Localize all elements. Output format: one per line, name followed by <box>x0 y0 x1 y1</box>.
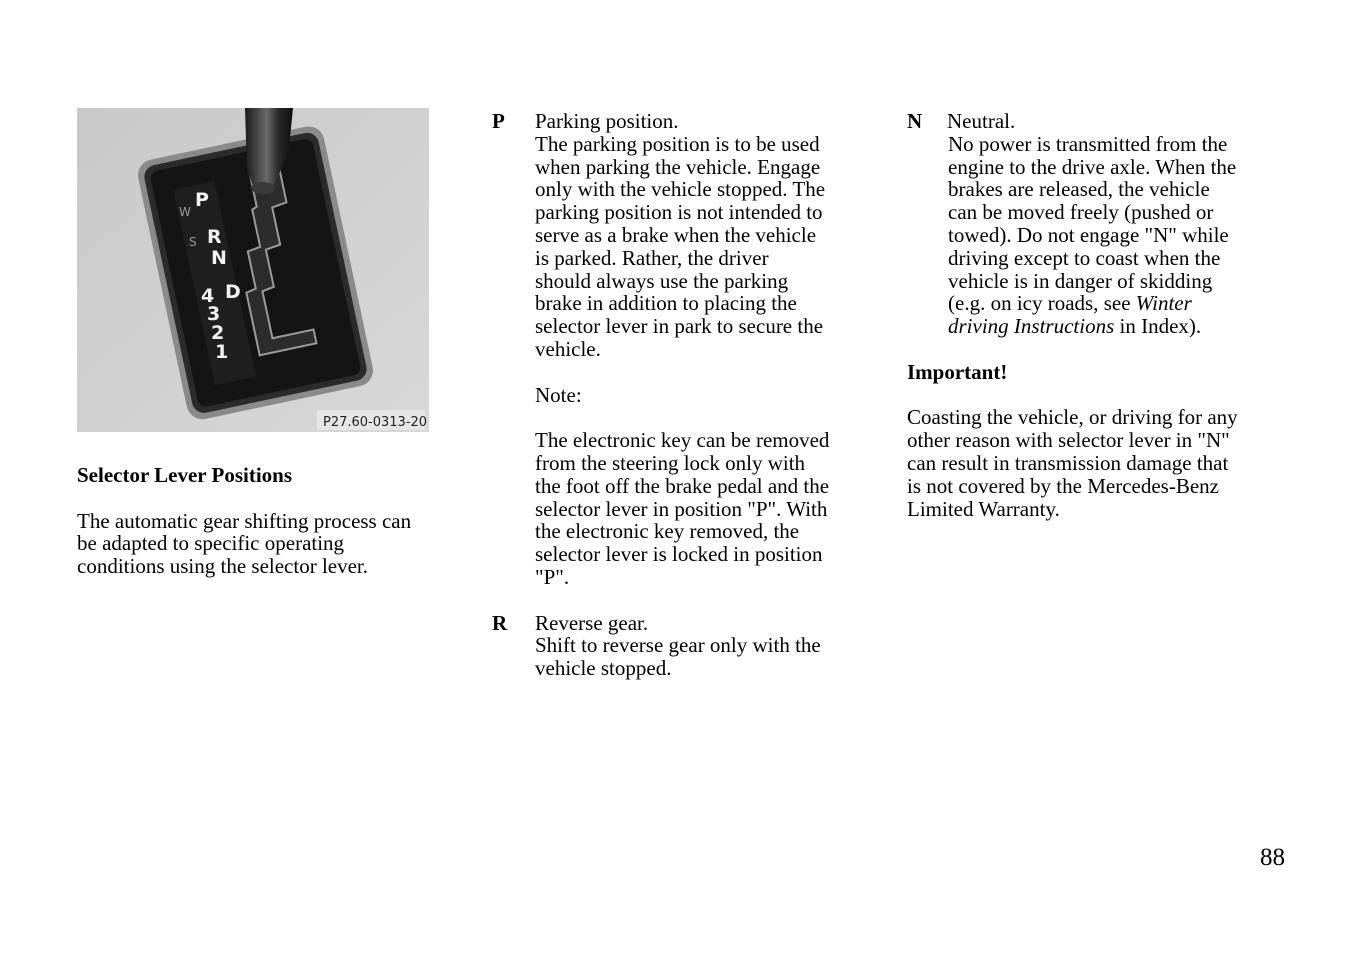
n-line-8-text: (e.g. on icy roads, see <box>948 291 1136 316</box>
n-line: engine to the drive axle. When the <box>948 154 1237 179</box>
p-line: The parking position is to be used <box>535 131 820 156</box>
note-line: the electronic key removed, the <box>535 519 800 544</box>
n-entry-body <box>907 133 1277 338</box>
p-key: P <box>492 109 505 133</box>
note-line: selector lever in position "P". With <box>535 496 828 521</box>
left-column <box>77 464 447 578</box>
note-line: "P". <box>535 564 570 589</box>
important-line: can result in transmission damage that <box>907 450 1229 475</box>
p-line: parking position is not intended to <box>535 200 823 225</box>
winter-link-text: Winter <box>1135 291 1192 316</box>
p-entry-body <box>492 133 862 589</box>
driving-instructions-text: driving Instructions <box>948 314 1115 339</box>
r-entry-body <box>492 634 862 680</box>
p-line: brake in addition to placing the <box>535 291 797 316</box>
n-line-9 <box>948 315 1277 338</box>
p-line: selector lever in park to secure the <box>535 314 824 339</box>
note-line: the foot off the brake pedal and the <box>535 473 830 498</box>
p-line: should always use the parking <box>535 268 789 293</box>
n-title: Neutral. <box>947 109 1016 133</box>
important-line: Limited Warranty. <box>907 496 1060 521</box>
n-line: vehicle is in danger of skidding <box>948 268 1213 293</box>
important-line: is not covered by the Mercedes-Benz <box>907 473 1219 498</box>
important-heading: Important! <box>907 359 1008 384</box>
n-line: towed). Do not engage "N" while <box>948 222 1229 247</box>
n-entry-header <box>907 110 1277 133</box>
selector-lever-photo <box>77 108 429 432</box>
gate-letter-3: 3 <box>207 303 221 325</box>
middle-column <box>492 110 862 680</box>
intro-line-2: be adapted to specific operating <box>77 531 345 556</box>
intro-line-3: conditions using the selector lever. <box>77 554 369 579</box>
n-line: can be moved freely (pushed or <box>948 200 1214 225</box>
r-key: R <box>492 610 508 635</box>
selector-lever-illustration <box>77 108 429 432</box>
gate-letter-4: 4 <box>201 285 215 307</box>
gate-letter-d: D <box>225 281 241 303</box>
n-line: brakes are released, the vehicle <box>948 177 1210 202</box>
page-number: 88 <box>1260 844 1285 871</box>
gate-letter-1: 1 <box>215 341 229 363</box>
p-line: only with the vehicle stopped. The <box>535 177 826 202</box>
right-column <box>907 110 1277 520</box>
r-line: vehicle stopped. <box>535 656 672 681</box>
gate-letter-r: R <box>207 226 222 248</box>
intro-line-1: The automatic gear shifting process can <box>77 508 412 533</box>
p-line: serve as a brake when the vehicle <box>535 222 817 247</box>
note-line: from the steering lock only with <box>535 450 806 475</box>
n-key: N <box>907 109 923 133</box>
r-title: Reverse gear. <box>535 610 649 635</box>
important-line: other reason with selector lever in "N" <box>907 428 1230 453</box>
gate-letter-n: N <box>211 247 227 269</box>
important-line: Coasting the vehicle, or driving for any <box>907 405 1238 430</box>
r-entry-header <box>492 612 862 635</box>
gate-letter-2: 2 <box>211 322 225 344</box>
note-line: selector lever is locked in position <box>535 542 823 567</box>
photo-code-label: P27.60-0313-20 <box>323 415 428 430</box>
note-line: The electronic key can be removed <box>535 428 830 453</box>
side-letter-s: S <box>189 235 197 249</box>
note-label: Note: <box>535 382 582 407</box>
r-line: Shift to reverse gear only with the <box>535 633 821 658</box>
gate-letter-p: P <box>195 189 209 211</box>
n-line: driving except to coast when the <box>948 245 1221 270</box>
p-line: vehicle. <box>535 336 601 361</box>
section-heading: Selector Lever Positions <box>77 463 293 487</box>
p-title: Parking position. <box>535 109 679 133</box>
n-line: No power is transmitted from the <box>948 131 1228 156</box>
side-letter-w: W <box>179 205 191 219</box>
n-line-8 <box>948 292 1277 315</box>
p-line: is parked. Rather, the driver <box>535 245 769 270</box>
n-line-9-suffix: in Index). <box>1114 314 1202 339</box>
p-line: when parking the vehicle. Engage <box>535 154 821 179</box>
p-entry-header <box>492 110 862 133</box>
